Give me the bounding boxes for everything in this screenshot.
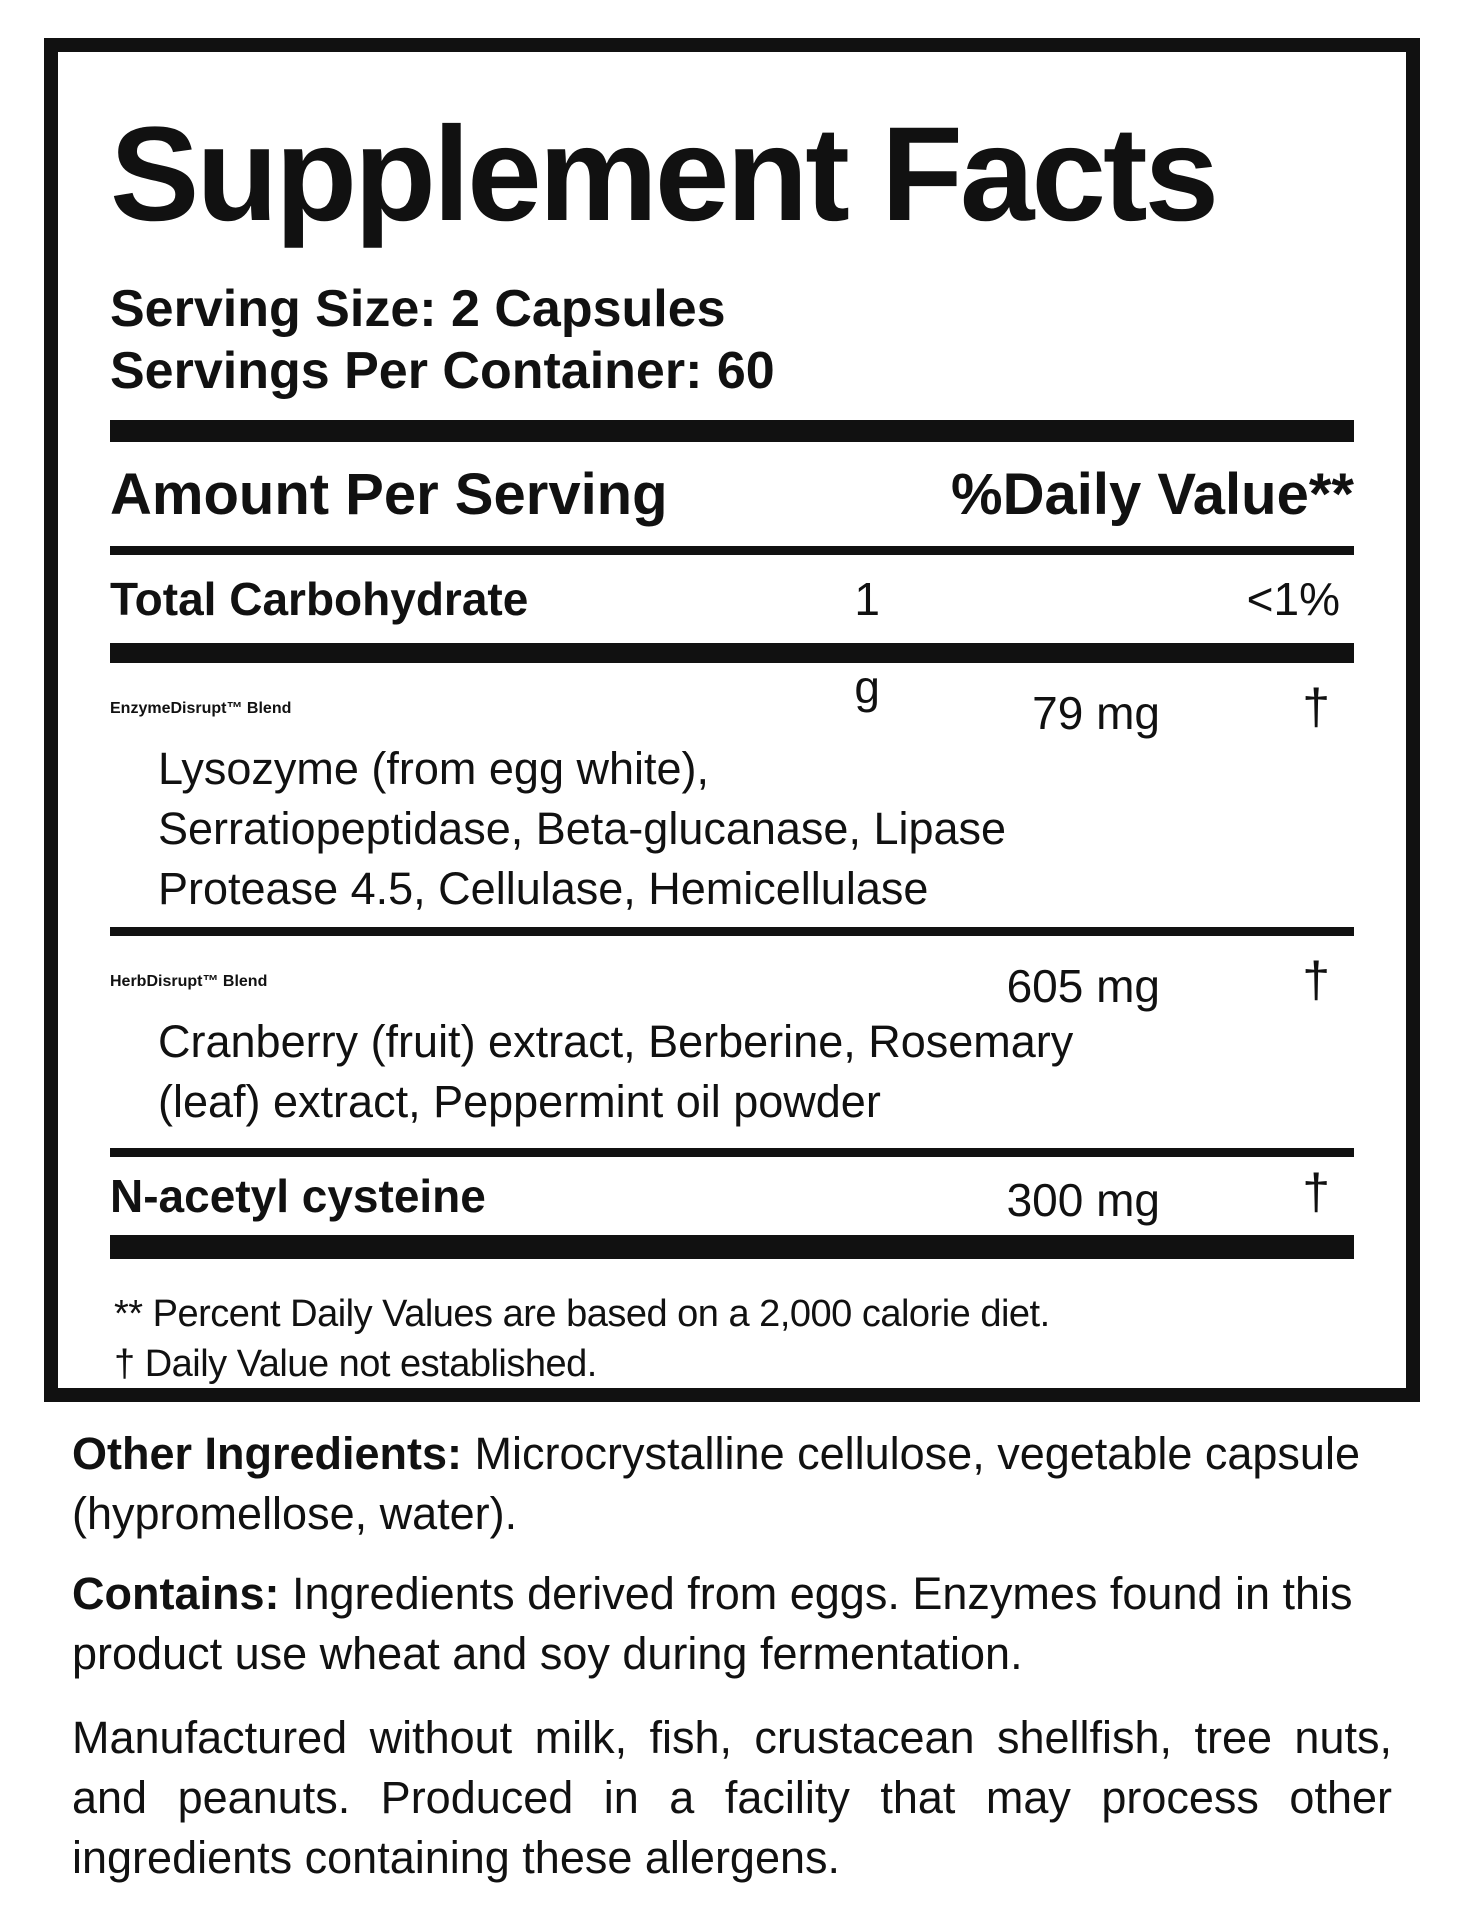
- other-ingredients: [72, 1424, 1392, 1544]
- blend-amount: 605 mg: [1006, 960, 1160, 1012]
- nutrient-daily-value: †: [1302, 1164, 1330, 1220]
- blend-ingredients: [110, 739, 1354, 919]
- nutrient-amount: 1 g: [854, 573, 880, 713]
- blend-name: EnzymeDisrupt™ Blend: [110, 700, 292, 717]
- blend-amount: 79 mg: [1032, 687, 1160, 739]
- divider-thick: [110, 420, 1354, 442]
- nutrient-row-enzymedisrupt-blend: [110, 663, 1354, 927]
- serving-info: [110, 278, 1354, 402]
- nutrient-row-herbdisrupt-blend: [110, 936, 1354, 1148]
- other-ingredients-label: Other Ingredients:: [72, 1428, 463, 1479]
- amount-per-serving-header: Amount Per Serving: [110, 461, 668, 527]
- contains-label: Contains:: [72, 1568, 280, 1619]
- ingredient-line: Protease 4.5, Cellulase, Hemicellulase: [158, 863, 929, 914]
- divider-thick: [110, 1235, 1354, 1259]
- divider-thin: [110, 546, 1354, 555]
- nutrient-daily-value: <1%: [1246, 573, 1340, 625]
- blend-ingredients: [110, 1012, 1354, 1132]
- ingredient-line: Lysozyme (from egg white),: [158, 743, 710, 794]
- daily-value-header: %Daily Value**: [951, 461, 1354, 527]
- label-title: Supplement Facts: [110, 100, 1217, 249]
- footnote-daily-values: ** Percent Daily Values are based on a 2,000 calorie diet.: [114, 1293, 1050, 1335]
- nutrient-name: Total Carbohydrate: [110, 573, 529, 625]
- ingredient-line: Serratiopeptidase, Beta-glucanase, Lipase: [158, 803, 1007, 854]
- divider-thin: [110, 927, 1354, 936]
- other-ingredients-text: Microcrystalline cellulose, vegetable capsule (hypromellose, water).: [72, 1428, 1360, 1539]
- ingredient-line: (leaf) extract, Peppermint oil powder: [158, 1076, 881, 1127]
- nutrient-name: N-acetyl cysteine: [110, 1170, 486, 1222]
- blend-name: HerbDisrupt™ Blend: [110, 973, 268, 990]
- nutrient-amount: 300 mg: [1006, 1174, 1160, 1226]
- allergen-statement: Manufactured without milk, fish, crustacean shellfish, tree nuts, and peanuts. Produced in a facility that may process other ingredients containing these allergens.: [72, 1712, 1392, 1883]
- footnotes: [110, 1289, 1354, 1389]
- contains-statement: [72, 1564, 1392, 1684]
- nutrient-row-n-acetyl-cysteine: [110, 1157, 1354, 1235]
- blend-daily-value: †: [1302, 952, 1330, 1008]
- blend-daily-value: †: [1302, 679, 1330, 735]
- contains-text: Ingredients derived from eggs. Enzymes found in this product use wheat and soy during fermentation.: [72, 1568, 1353, 1679]
- divider-thick: [110, 643, 1354, 663]
- supplement-facts-panel: [44, 38, 1420, 1402]
- serving-size: Serving Size: 2 Capsules: [110, 280, 726, 338]
- servings-per-container: Servings Per Container: 60: [110, 342, 775, 400]
- divider-thin: [110, 1148, 1354, 1157]
- column-header-row: [110, 442, 1354, 546]
- footnote-dagger: † Daily Value not established.: [114, 1343, 597, 1385]
- ingredient-line: Cranberry (fruit) extract, Berberine, Rosemary: [158, 1016, 1074, 1067]
